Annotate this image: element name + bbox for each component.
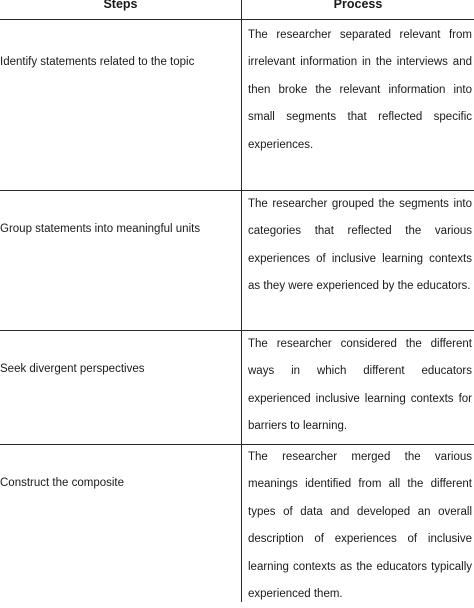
process-cell: The researcher considered the different ways in which different educators experienced inclusive learning contexts for barriers to learning. bbox=[248, 338, 472, 433]
step-cell: Seek divergent perspectives bbox=[0, 363, 145, 375]
step-cell: Group statements into meaningful units bbox=[0, 223, 201, 235]
header-steps: Steps bbox=[103, 0, 138, 11]
step-cell: Identify statements related to the topic bbox=[0, 56, 195, 68]
process-cell: The researcher merged the various meanings identified from all the different types of data and developed an overall description of experiences of inclusive learning contexts as the educators typically experienced them. bbox=[248, 451, 472, 601]
process-cell: The researcher grouped the segments into categories that reflected the various experiences of inclusive learning contexts as they were experienced by the educators. bbox=[248, 198, 472, 293]
header-divider bbox=[0, 19, 474, 20]
step-cell: Construct the composite bbox=[0, 477, 125, 489]
column-divider bbox=[241, 0, 242, 602]
process-cell: The researcher separated relevant from irrelevant information in the interviews and then broke the relevant information into small segments that reflected specific experiences. bbox=[248, 29, 472, 151]
header-process: Process bbox=[333, 0, 383, 11]
